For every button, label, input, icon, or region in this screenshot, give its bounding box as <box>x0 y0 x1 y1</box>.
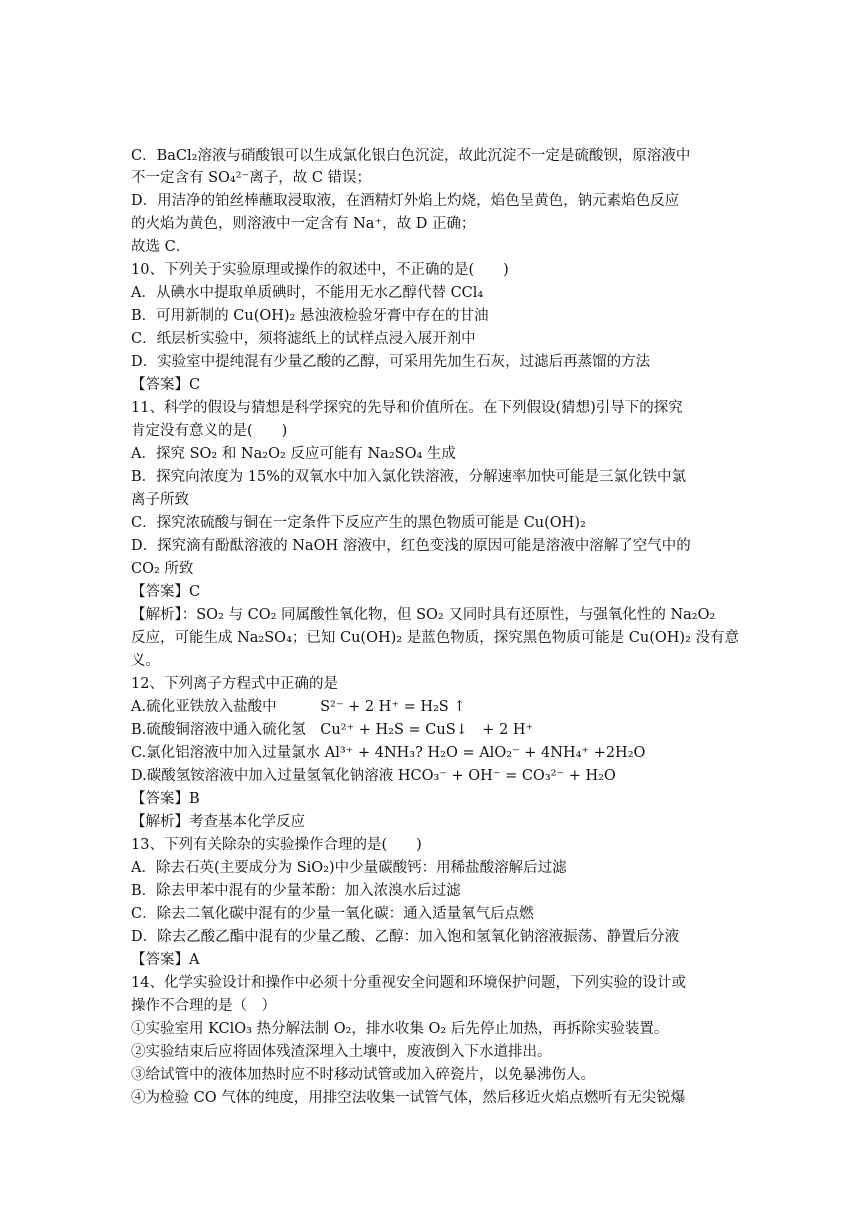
question-13: 13、下列有关除杂的实验操作合理的是( ) <box>131 837 422 853</box>
question-12: 12、下列离子方程式中正确的是 <box>131 676 338 692</box>
answer: 【答案】A <box>131 952 200 968</box>
text-line: 故选 C． <box>131 239 191 255</box>
option-c: C．纸层析实验中，须将滤纸上的试样点浸入展开剂中 <box>131 331 476 347</box>
answer: 【答案】C <box>131 584 201 600</box>
option-d: D．实验室中提纯混有少量乙酸的乙醇，可采用先加生石灰，过滤后再蒸馏的方法 <box>131 354 651 370</box>
text-line: 的火焰为黄色，则溶液中一定含有 Na⁺，故 D 正确； <box>131 216 476 232</box>
text-line: 反应，可能生成 Na₂SO₄；已知 Cu(OH)₂ 是蓝色物质，探究黑色物质可能是 Cu(OH)₂ 没有意 <box>131 630 740 646</box>
text-line: C．BaCl₂溶液与硝酸银可以生成氯化银白色沉淀，故此沉淀不一定是硫酸钡，原溶液中 <box>131 148 691 164</box>
text-line: 不一定含有 SO₄²⁻离子，故 C 错误； <box>131 170 372 186</box>
option-c: C.氯化铝溶液中加入过量氯水 Al³⁺ + 4NH₃? H₂O = AlO₂⁻ + 4NH₄⁺ +2H₂O <box>131 745 646 761</box>
option-d: D．除去乙酸乙酯中混有的少量乙酸、乙醇：加入饱和氢氧化钠溶液振荡、静置后分液 <box>131 929 680 945</box>
question-10: 10、下列关于实验原理或操作的叙述中，不正确的是( ) <box>131 262 509 278</box>
option-a: A．从碘水中提取单质碘时，不能用无水乙醇代替 CCl₄ <box>131 285 484 301</box>
option-b: B．探究向浓度为 15%的双氧水中加入氯化铁溶液，分解速率加快可能是三氯化铁中氯 <box>131 469 686 485</box>
answer: 【答案】B <box>131 791 200 807</box>
text-line: 离子所致 <box>131 492 189 508</box>
option-d: D.碳酸氢铵溶液中加入过量氢氧化钠溶液 HCO₃⁻ + OH⁻ = CO₃²⁻ + H₂O <box>131 768 616 784</box>
item-4: ④为检验 CO 气体的纯度，用排空法收集一试管气体，然后移近火焰点燃听有无尖锐爆 <box>131 1090 686 1106</box>
option-a: A.硫化亚铁放入盐酸中 S²⁻ + 2 H⁺ = H₂S ↑ <box>131 699 466 715</box>
option-c: C．除去二氧化碳中混有的少量一氧化碳：通入适量氧气后点燃 <box>131 906 534 922</box>
analysis: 【解析】：SO₂ 与 CO₂ 同属酸性氧化物，但 SO₂ 又同时具有还原性，与强氧化性的 Na₂O₂ <box>131 607 716 623</box>
question-11: 11、科学的假设与猜想是科学探究的先导和价值所在。在下列假设(猜想)引导下的探究 <box>131 400 683 416</box>
text-line: 肯定没有意义的是( ) <box>131 423 288 439</box>
option-b: B．可用新制的 Cu(OH)₂ 悬浊液检验牙膏中存在的甘油 <box>131 308 489 324</box>
option-d: D．探究滴有酚酞溶液的 NaOH 溶液中，红色变浅的原因可能是溶液中溶解了空气中的 <box>131 538 691 554</box>
text-line: 操作不合理的是（ ） <box>131 998 276 1014</box>
text-line: 义。 <box>131 653 160 669</box>
option-b: B．除去甲苯中混有的少量苯酚：加入浓溴水后过滤 <box>131 883 461 899</box>
option-b: B.硫酸铜溶液中通入硫化氢 Cu²⁺ + H₂S = CuS↓ + 2 H⁺ <box>131 722 534 738</box>
option-a: A．探究 SO₂ 和 Na₂O₂ 反应可能有 Na₂SO₄ 生成 <box>131 446 456 462</box>
option-a: A．除去石英(主要成分为 SiO₂)中少量碳酸钙：用稀盐酸溶解后过滤 <box>131 860 567 876</box>
option-c: C．探究浓硫酸与铜在一定条件下反应产生的黑色物质可能是 Cu(OH)₂ <box>131 515 586 531</box>
text-line: CO₂ 所致 <box>131 561 194 577</box>
answer: 【答案】C <box>131 377 201 393</box>
question-14: 14、化学实验设计和操作中必须十分重视安全问题和环境保护问题，下列实验的设计或 <box>131 975 686 991</box>
item-1: ①实验室用 KClO₃ 热分解法制 O₂，排水收集 O₂ 后先停止加热，再拆除实验装置。 <box>131 1021 669 1037</box>
item-3: ③给试管中的液体加热时应不时移动试管或加入碎瓷片，以免暴沸伤人。 <box>131 1067 595 1083</box>
analysis: 【解析】考查基本化学反应 <box>131 814 305 830</box>
item-2: ②实验结束后应将固体残渣深埋入土壤中，废液倒入下水道排出。 <box>131 1044 552 1060</box>
text-line: D．用洁净的铂丝棒蘸取浸取液，在酒精灯外焰上灼烧，焰色呈黄色，钠元素焰色反应 <box>131 193 680 209</box>
